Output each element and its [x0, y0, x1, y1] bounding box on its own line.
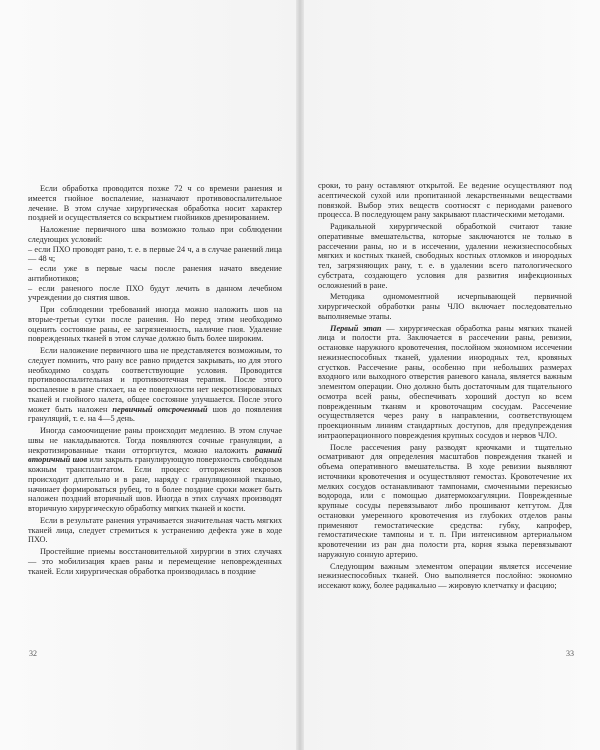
left-page-text: [28, 184, 282, 576]
paragraph-text: Иногда самоочищение раны происходит медленно. В этом случае швы не накладываются. Тогда появляются сочные грануляции, а некротизированные ткани отторгнутся, можно наложить: [28, 426, 282, 455]
paragraph-text: Если наложение первичного шва не представляется возможным, то следует помнить, что рану все равно придется закрывать, но для этого необходимо создать соответствующие условия. Проводится противовоспалительная и противоотечная терапия. После этого воспаление в ране стихает, на ее поверхности нет некротизированных тканей и гнойного налета, общее состояние улучшается. После этого может быть наложен: [28, 346, 282, 414]
paragraph-text: шов до появления грануляций, т. е. на 4—5 день.: [28, 404, 282, 424]
paragraph: Если обработка проводится позже 72 ч со времени ранения и имеется гнойное воспаление, назначают противовоспалительное лечение. В этом случае хирургическая обработка носит характер поздней и осуществляется со вскрытием гнойников дренированием.: [28, 184, 282, 223]
list-item: – если ПХО проводят рано, т. е. в первые 24 ч, а в случае ранений лица — 48 ч;: [28, 244, 282, 264]
paragraph: После рассечения рану разводят крючками и тщательно осматривают для определения масштабов повреждения тканей и объема оперативного вмешательства. В ходе ревизии выявляют источники кровотечения и осуществляют гемостаз. Кровотечение их мелких сосудов останавливают тампонами, смоченными перекисью водорода, или с помощью диатермокоагуляции. Поврежденные крупные сосуды перевязывают либо прошивают кетгутом. Для остановки умеренного кровотечения из глубоких отделов раны применяют гемостатические средства: губку, капрофер, гемостатические тампоны и т. п. При интенсивном артериальном кровотечении из ран дна полости рта, корня языка перевязывают наружную сонную артерию.: [318, 442, 572, 559]
paragraph: сроки, то рану оставляют открытой. Ее ведение осуществляют под асептической сухой или пропитанной лекарственными веществами повязкой. Выбор этих веществ соотносят с периодами раневого процесса. В последующем рану закрывают пластическими методами.: [318, 181, 572, 220]
paragraph: Следующим важным элементом операции является иссечение нежизнеспособных тканей. Оно выполняется послойно: экономно иссекают кожу, более радикально — жировую клетчатку и фасцию;: [318, 561, 572, 590]
paragraph-text: или закрыть гранулирующую поверхность свободным кожным трансплантатом. Если процесс отторжения некрозов происходит длительно и в ране, наряду с грануляционной тканью, начинает формироваться рубец, то в более поздние сроки может быть наложен поздний вторичный шов. Иногда в этих случаях производят вторичную хирургическую обработку мягких тканей и кости.: [28, 455, 283, 513]
book-gutter: [296, 0, 304, 750]
list-item: – если уже в первые часы после ранения начато введение антибиотиков;: [28, 264, 282, 283]
paragraph: Если в результате ранения утрачивается значительная часть мягких тканей лица, следует стремиться к устранению дефекта уже в ходе ПХО.: [28, 515, 282, 545]
paragraph: [28, 346, 282, 424]
term-early-secondary-suture: ранний вторичный шов: [28, 445, 282, 465]
right-page-text: [318, 181, 572, 591]
paragraph-text: — хирургическая обработка раны мягких тканей лица и полости рта. Заключается в рассечении раны, ревизии, остановке наружного кровотечения, послойном экономном иссечении нежизнеспособных тканей, удалении инородных тел, кровяных сгустков. Рассечение раны, особенно при небольших размерах входного или выходного отверстия раневого канала, является важным элементом операции. Оно должно быть достаточным для тщательного осмотра всей раны, обеспечивать хороший доступ ко всем поврежденным тканям и кровоточащим сосудам. Рассечение осуществляется через рану в направлении, соответствующем проекционным линиям стандартных доступов, для предупреждения интраоперационного повреждения крупных сосудов и нервов ЧЛО.: [318, 323, 572, 440]
paragraph: [318, 324, 572, 441]
page-number-right: 33: [566, 649, 574, 658]
paragraph: Простейшие приемы восстановительной хирургии в этих случаях — это мобилизация краев раны и перемещение неповрежденных тканей. Если хирургическая обработка производилась в поздние: [28, 547, 282, 576]
paragraph: При соблюдении требований иногда можно наложить шов на вторые-третьи сутки после ранения. Но перед этим необходимо оценить состояние раны, ее загрязненность, наличие гноя. Удаление поврежденных тканей в этом случае должно быть более широким.: [28, 305, 282, 344]
page-number-left: 32: [29, 649, 37, 658]
term-delayed-primary-suture: первичный отсроченный: [112, 404, 208, 414]
paragraph: Радикальной хирургической обработкой считают такие оперативные вмешательства, которые заключаются не только в рассечении раны, но и в иссечении, удалении нежизнеспособных мягких и костных тканей, свободных костных отломков и инородных тел, загрязняющих рану, т. е. в удалении всего патологического субстрата, создающего условия для развития инфекционных осложнений в ране.: [318, 222, 572, 290]
list-item: – если раненого после ПХО будут лечить в данном лечебном учреждении до снятия швов.: [28, 283, 282, 303]
paragraph: Наложение первичного шва возможно только при соблюдении следующих условий:: [28, 225, 282, 244]
paragraph: [28, 426, 282, 514]
paragraph: Методика одномоментной исчерпывающей первичной хирургической обработки раны ЧЛО включает последовательно выполняемые этапы.: [318, 292, 572, 321]
term-first-stage: Первый этап: [330, 323, 382, 333]
